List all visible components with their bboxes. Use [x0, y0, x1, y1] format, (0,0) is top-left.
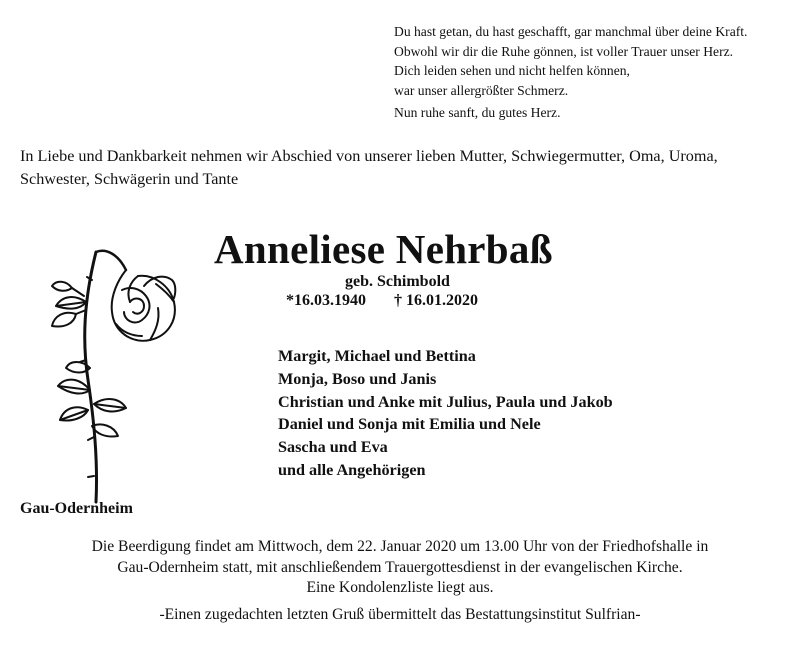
birth-name: geb. Schimbold [345, 273, 450, 290]
poem-line: Nun ruhe sanft, du gutes Herz. [394, 105, 561, 120]
mourner-line: Monja, Boso und Janis [278, 369, 437, 388]
poem-line: Du hast getan, du hast geschafft, gar manchmal über deine Kraft. [394, 24, 748, 39]
death-date: † 16.01.2020 [394, 292, 478, 309]
rose-icon [26, 240, 196, 510]
intro-line: Schwester, Schwägerin und Tante [20, 170, 239, 188]
poem-line: Obwohl wir dir die Ruhe gönnen, ist voller Trauer unser Herz. [394, 43, 734, 59]
mourner-line: Sascha und Eva [278, 438, 388, 457]
mourner-line: Christian und Anke mit Julius, Paula und Jakob [278, 392, 613, 411]
intro-text [20, 145, 790, 191]
funeral-line: Die Beerdigung findet am Mittwoch, dem 22. Januar 2020 um 13.00 Uhr von der Friedhofshalle in [91, 538, 709, 555]
undertaker-note: -Einen zugedachten letzten Gruß übermittelt das Bestattungsinstitut Sulfrian- [159, 606, 641, 623]
poem-line: Dich leiden sehen und nicht helfen können, [394, 63, 630, 78]
mourner-line: Daniel und Sonja mit Emilia und Nele [278, 415, 541, 434]
poem-line: war unser allergrößter Schmerz. [394, 82, 569, 98]
place-name: Gau-Odernheim [20, 500, 133, 517]
mourners-list [278, 345, 613, 482]
life-dates [286, 292, 478, 310]
funeral-info [0, 537, 800, 599]
mourner-line: Margit, Michael und Bettina [278, 347, 476, 365]
poem [394, 22, 794, 123]
intro-line: In Liebe und Dankbarkeit nehmen wir Abschied von unserer lieben Mutter, Schwiegermutter, Oma, Uroma, [20, 147, 718, 165]
mourner-line: und alle Angehörigen [278, 460, 426, 479]
deceased-name: Anneliese Nehrbaß [214, 226, 553, 272]
funeral-line: Eine Kondolenzliste liegt aus. [306, 579, 494, 596]
birth-date: *16.03.1940 [286, 292, 366, 309]
funeral-line: Gau-Odernheim statt, mit anschließendem Trauergottesdienst in der evangelischen Kirche. [117, 558, 683, 576]
